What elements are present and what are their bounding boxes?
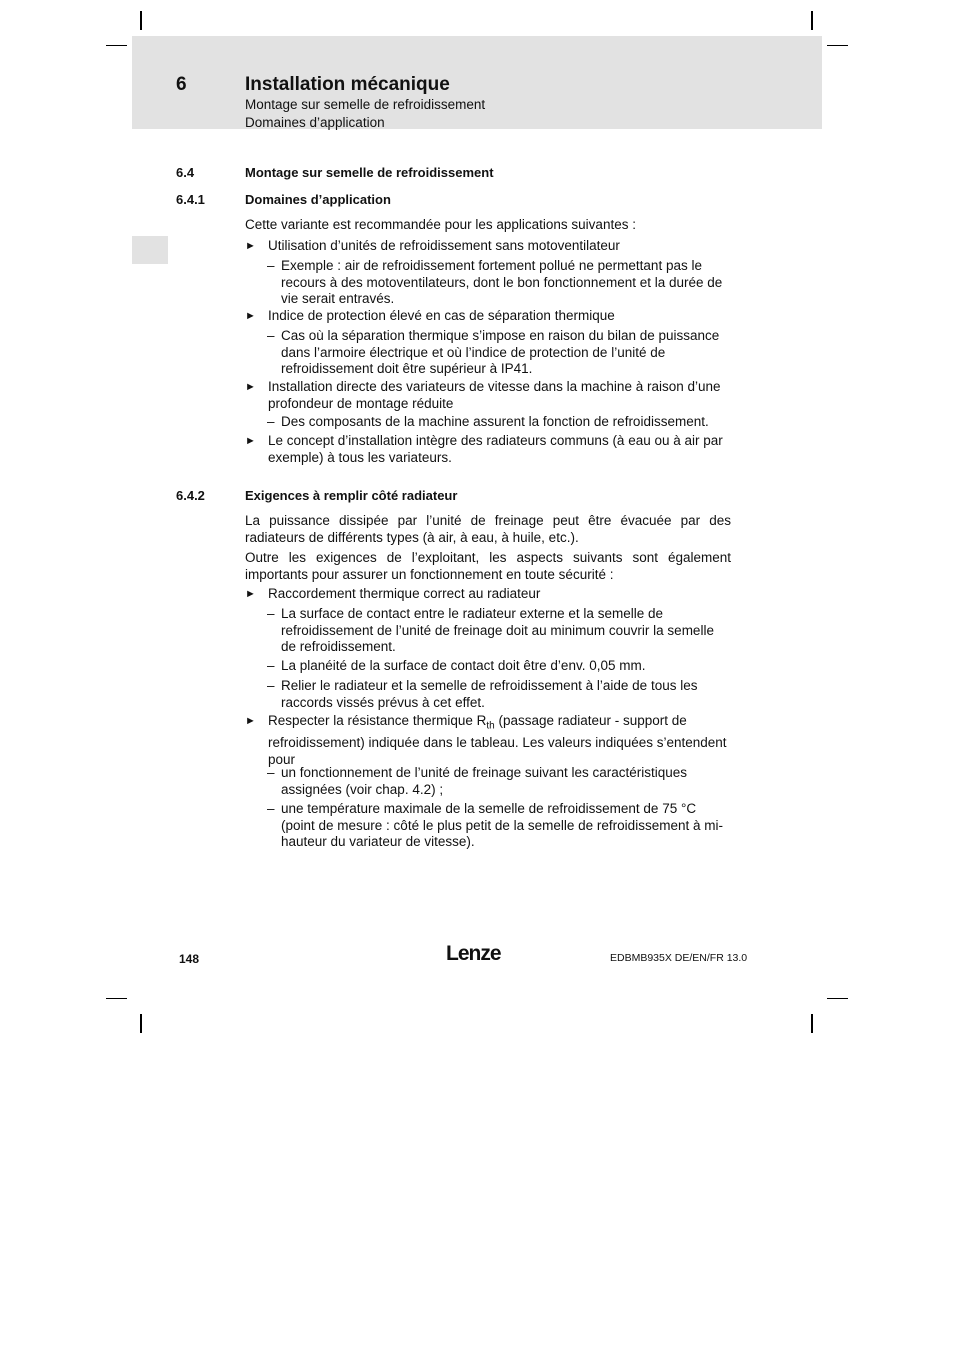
- body-paragraph: La puissance dissipée par l’unité de freinage peut être évacuée par des radiateurs de différents types (à air, à eau, à huile, etc.).: [245, 513, 731, 545]
- chapter-title: Installation mécanique: [245, 74, 450, 95]
- bullet-text: Installation directe des variateurs de vitesse dans la machine à raison d’une profondeur de montage réduite: [268, 379, 721, 411]
- section-title: Exigences à remplir côté radiateur: [245, 488, 458, 503]
- bullet-text: Raccordement thermique correct au radiateur: [268, 586, 541, 601]
- bullet-text-part: Respecter la résistance thermique R: [268, 713, 487, 728]
- chapter-header-band: [132, 36, 822, 129]
- page-number: 148: [179, 952, 200, 966]
- crop-mark: [827, 45, 848, 46]
- lenze-logo: Lenze: [446, 942, 501, 965]
- dash-marker: –: [267, 414, 275, 429]
- bullet-arrow-icon: ►: [245, 588, 256, 600]
- crop-mark: [811, 11, 813, 30]
- side-tab-marker: [132, 236, 168, 264]
- dash-marker: –: [267, 801, 275, 816]
- bullet-arrow-icon: ►: [245, 310, 256, 322]
- crop-mark: [827, 998, 848, 999]
- bullet-arrow-icon: ►: [245, 715, 256, 727]
- section-number: 6.4.1: [176, 192, 205, 207]
- crop-mark: [140, 1014, 142, 1033]
- dash-text: Relier le radiateur et la semelle de refroidissement à l’aide de tous les raccords vissés prévus à cet effet.: [281, 678, 698, 710]
- bullet-text: Le concept d’installation intègre des radiateurs communs (à eau ou à air par exemple) à tous les variateurs.: [268, 433, 723, 465]
- dash-text: Des composants de la machine assurent la fonction de refroidissement.: [281, 414, 709, 429]
- crop-mark: [106, 998, 127, 999]
- dash-marker: –: [267, 606, 275, 621]
- crop-mark: [140, 11, 142, 30]
- dash-text: Exemple : air de refroidissement fortement pollué ne permettant pas le recours à des motoventilateurs, dont le bon fonctionnement et la durée de vie serait entravés.: [281, 258, 723, 306]
- dash-text: La surface de contact entre le radiateur externe et la semelle de refroidissement de l’unité de freinage doit au minimum couvrir la semelle de refroidissement.: [281, 606, 714, 654]
- bullet-text-part: (passage radiateur - support de refroidissement) indiquée dans le tableau. Les valeurs indiquées s’entendent pour: [268, 713, 727, 767]
- chapter-number: 6: [176, 74, 187, 95]
- subscript-th: th: [486, 720, 495, 732]
- bullet-arrow-icon: ►: [245, 381, 256, 393]
- dash-marker: –: [267, 678, 275, 693]
- dash-marker: –: [267, 658, 275, 673]
- crop-mark: [106, 45, 127, 46]
- dash-marker: –: [267, 765, 275, 780]
- crop-mark: [811, 1014, 813, 1033]
- bullet-text: Indice de protection élevé en cas de séparation thermique: [268, 308, 615, 323]
- chapter-subtitle: Domaines d’application: [245, 115, 385, 130]
- body-paragraph: Outre les exigences de l’exploitant, les aspects suivants sont également importants pour assurer un fonctionnement en toute sécurité :: [245, 550, 731, 582]
- section-title: Montage sur semelle de refroidissement: [245, 165, 494, 180]
- dash-text: La planéité de la surface de contact doit être d’env. 0,05 mm.: [281, 658, 646, 673]
- bullet-text: [268, 713, 731, 768]
- dash-text: une température maximale de la semelle de refroidissement de 75 °C (point de mesure : côté le plus petit de la semelle de refroidissement à mi-hauteur du variateur de vitesse).: [281, 801, 723, 849]
- dash-marker: –: [267, 258, 275, 273]
- intro-paragraph: Cette variante est recommandée pour les applications suivantes :: [245, 217, 636, 232]
- section-number: 6.4: [176, 165, 195, 180]
- bullet-text: Utilisation d’unités de refroidissement sans motoventilateur: [268, 238, 620, 253]
- bullet-arrow-icon: ►: [245, 435, 256, 447]
- dash-marker: –: [267, 328, 275, 343]
- dash-text: un fonctionnement de l’unité de freinage suivant les caractéristiques assignées (voir chap. 4.2) ;: [281, 765, 687, 797]
- section-title: Domaines d’application: [245, 192, 391, 207]
- document-reference: EDBMB935X DE/EN/FR 13.0: [610, 952, 748, 964]
- dash-text: Cas où la séparation thermique s’impose en raison du bilan de puissance dans l’armoire électrique et où l’indice de protection de l’unité de refroidissement doit être supérieur à IP41.: [281, 328, 720, 376]
- section-number: 6.4.2: [176, 488, 205, 503]
- chapter-subtitle: Montage sur semelle de refroidissement: [245, 97, 486, 112]
- bullet-arrow-icon: ►: [245, 240, 256, 252]
